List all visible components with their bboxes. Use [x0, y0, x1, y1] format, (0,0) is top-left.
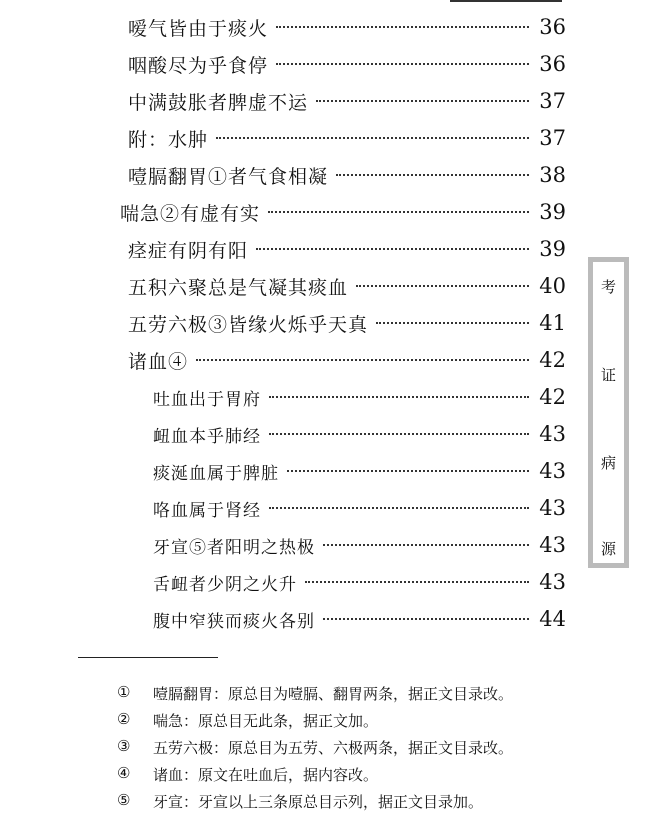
toc-entry-title: 嗳气皆由于痰火	[128, 17, 269, 40]
toc-entry-title: 附：水肿	[128, 128, 209, 151]
dot-leader	[269, 433, 529, 435]
dot-leader	[269, 507, 529, 509]
footnote-mark: ③	[117, 737, 131, 755]
toc-entry-page: 39	[539, 237, 566, 261]
toc-entry-page: 40	[539, 274, 566, 298]
toc-entry-page: 43	[539, 533, 566, 557]
toc-entry-title: 喘急②有虚有实	[120, 202, 261, 225]
footnote	[117, 764, 378, 785]
footnote-mark: ①	[117, 683, 131, 701]
dot-leader	[268, 211, 529, 213]
footnote-rule	[78, 657, 218, 658]
dot-leader	[376, 322, 529, 324]
footnote-text: 牙宣：牙宣以上三条原总目示列，据正文目录加。	[153, 793, 484, 811]
dot-leader	[336, 174, 529, 176]
book-title-sidebar	[588, 257, 629, 568]
toc-entry-page: 36	[539, 52, 566, 76]
toc-entry-title: 噎膈翻胃①者气食相凝	[128, 165, 329, 188]
top-rule	[450, 0, 562, 2]
dot-leader	[316, 100, 529, 102]
toc-entry-page: 42	[539, 385, 566, 409]
footnote-text: 五劳六极：原总目为五劳、六极两条，据正文目录改。	[153, 739, 514, 757]
footnote	[117, 710, 378, 731]
toc-entry-title: 腹中窄狭而痰火各别	[153, 611, 315, 632]
dot-leader	[356, 285, 529, 287]
sidebar-char: 证	[600, 366, 616, 384]
sidebar-char: 源	[600, 540, 616, 558]
toc-entry-title: 五劳六极③皆缘火烁乎天真	[128, 313, 369, 336]
footnote	[117, 791, 483, 812]
toc-entry[interactable]	[128, 271, 566, 301]
footnote	[117, 683, 513, 704]
toc-subentry[interactable]	[153, 567, 566, 597]
dot-leader	[196, 359, 529, 361]
dot-leader	[276, 63, 529, 65]
toc-entry-page: 37	[539, 126, 566, 150]
toc-entry-title: 五积六聚总是气凝其痰血	[128, 276, 349, 299]
dot-leader	[216, 137, 529, 139]
toc-entry-title: 衄血本乎肺经	[153, 426, 261, 447]
dot-leader	[305, 581, 529, 583]
toc-entry[interactable]	[128, 12, 566, 42]
toc-entry-title: 吐血出于胃府	[153, 389, 261, 410]
toc-entry[interactable]	[128, 86, 566, 116]
toc-entry-page: 37	[539, 89, 566, 113]
toc-entry-page: 44	[539, 607, 566, 631]
footnote-mark: ⑤	[117, 791, 131, 809]
toc-entry-title: 牙宣⑤者阳明之热极	[153, 537, 315, 558]
toc-entry-page: 43	[539, 459, 566, 483]
dot-leader	[276, 26, 529, 28]
toc-entry[interactable]	[128, 345, 566, 375]
toc-entry[interactable]	[120, 197, 566, 227]
toc-subentry[interactable]	[153, 456, 566, 486]
toc-entry-page: 41	[539, 311, 566, 335]
toc-entry-title: 痉症有阴有阳	[128, 239, 249, 262]
toc-entry[interactable]	[128, 160, 566, 190]
footnote-text: 喘急：原总目无此条，据正文加。	[153, 712, 379, 730]
toc-entry-title: 咽酸尽为乎食停	[128, 54, 269, 77]
dot-leader	[287, 470, 529, 472]
toc-entry[interactable]	[128, 123, 566, 153]
toc-entry-title: 诸血④	[128, 350, 189, 373]
toc-entry-page: 39	[539, 200, 566, 224]
dot-leader	[269, 396, 529, 398]
dot-leader	[256, 248, 529, 250]
footnote	[117, 737, 513, 758]
toc-subentry[interactable]	[153, 382, 566, 412]
sidebar-char: 考	[600, 278, 616, 296]
toc-entry-page: 38	[539, 163, 566, 187]
toc-entry-title: 痰涎血属于脾脏	[153, 463, 279, 484]
footnote-text: 噎膈翻胃：原总目为噎膈、翻胃两条，据正文目录改。	[153, 685, 514, 703]
toc-subentry[interactable]	[153, 419, 566, 449]
toc-subentry[interactable]	[153, 530, 566, 560]
toc-entry-page: 43	[539, 570, 566, 594]
toc-entry-page: 36	[539, 15, 566, 39]
toc-entry[interactable]	[128, 234, 566, 264]
footnote-mark: ④	[117, 764, 131, 782]
toc-entry-page: 43	[539, 496, 566, 520]
toc-entry-title: 中满鼓胀者脾虚不运	[128, 91, 309, 114]
toc-entry-title: 咯血属于肾经	[153, 500, 261, 521]
toc-subentry[interactable]	[153, 604, 566, 634]
dot-leader	[323, 544, 529, 546]
toc-entry-title: 舌衄者少阴之火升	[153, 574, 297, 595]
toc-entry[interactable]	[128, 308, 566, 338]
footnote-text: 诸血：原文在吐血后，据内容改。	[153, 766, 379, 784]
toc-entry[interactable]	[128, 49, 566, 79]
footnote-mark: ②	[117, 710, 131, 728]
toc-entry-page: 42	[539, 348, 566, 372]
dot-leader	[323, 618, 529, 620]
toc-entry-page: 43	[539, 422, 566, 446]
sidebar-char: 病	[600, 454, 616, 472]
toc-subentry[interactable]	[153, 493, 566, 523]
